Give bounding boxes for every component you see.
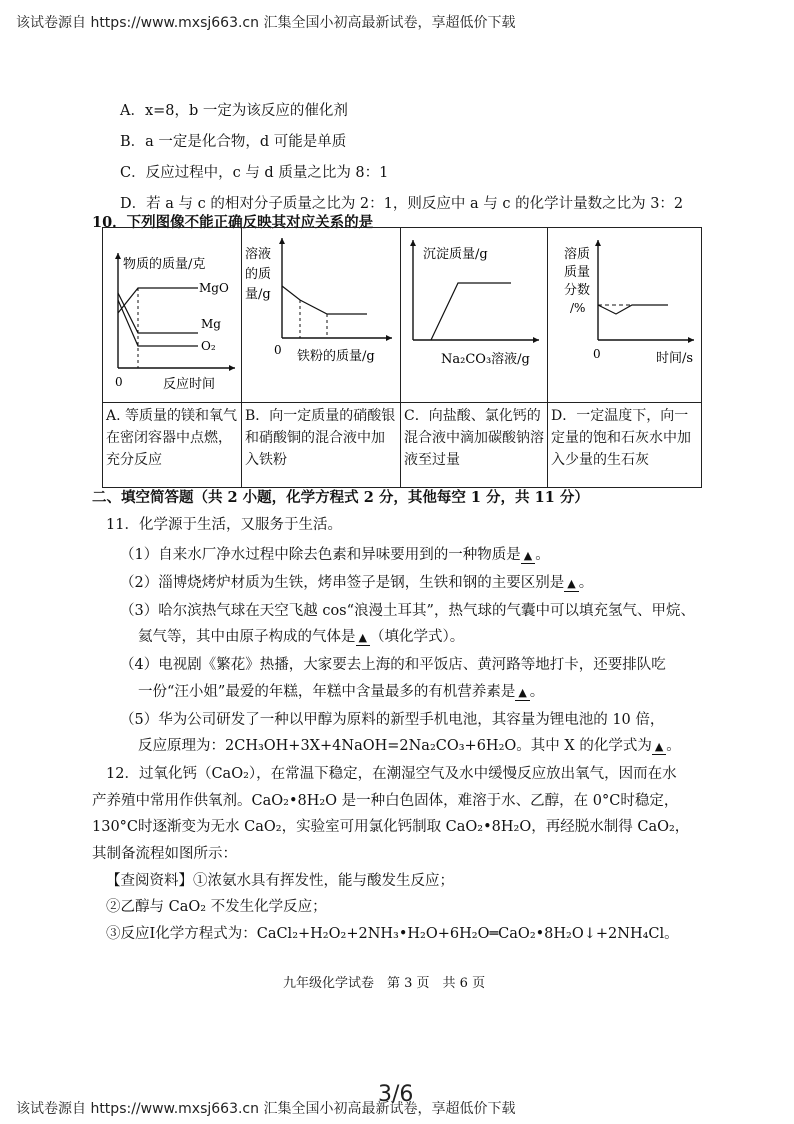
graph-a-series-mgo: MgO (199, 281, 229, 295)
graph-d-ylabel-4: /% (570, 301, 586, 315)
caption-c: C．向盐酸、氯化钙的混合液中滴加碳酸钠溶液至过量 (401, 403, 548, 488)
q11-item-3-line1: （3）哈尔滨热气球在天空飞越 cos“浪漫土耳其”，热气球的气囊中可以填充氢气、甲烷、 (120, 603, 695, 619)
q11-item-4-line2: 一份“汪小姐”最爱的年糕，年糕中含量最多的有机营养素是 ▲ 。 (138, 684, 545, 700)
q11-item-5-line1: （5）华为公司研发了一种以甲醇为原料的新型手机电池，其容量为锂电池的 10 倍， (120, 712, 665, 728)
q11-stem: 11．化学源于生活，又服务于生活。 (106, 517, 342, 533)
graph-a (103, 228, 241, 398)
graph-a-series-mg: Mg (201, 317, 221, 331)
q9-option-a: A．x=8，b 一定为该反应的催化剂 (120, 103, 348, 119)
graph-b-ylabel-1: 溶液 (245, 247, 272, 262)
graph-b-cell (242, 228, 401, 403)
graph-d (548, 228, 701, 398)
q11-item-1: （1）自来水厂净水过程中除去色素和异味要用到的一种物质是 ▲ 。 (120, 547, 550, 563)
answer-blank: ▲ (564, 577, 578, 592)
q12-line-4: 其制备流程如图所示： (92, 846, 237, 862)
caption-d: D．一定温度下，向一定量的饱和石灰水中加入少量的生石灰 (548, 403, 702, 488)
section2-heading: 二、填空简答题（共 2 小题，化学方程式 2 分，其他每空 1 分，共 11 分） (92, 489, 589, 506)
caption-b: B．向一定质量的硝酸银和硝酸铜的混合液中加入铁粉 (242, 403, 401, 488)
graph-d-origin: 0 (593, 347, 601, 361)
graph-d-ylabel-3: 分数 (564, 283, 591, 298)
graph-d-ylabel-2: 质量 (564, 265, 591, 280)
q11-item-3-line2: 氦气等，其中由原子构成的气体是 ▲ （填化学式）。 (138, 629, 465, 645)
q12-line-1: 12．过氧化钙（CaO₂），在常温下稳定，在潮湿空气及水中缓慢反应放出氧气，因而在水 (106, 766, 677, 782)
graph-b-ylabel-2: 的质 (245, 267, 272, 282)
graph-d-xlabel: 时间/s (656, 351, 694, 366)
answer-blank: ▲ (652, 740, 666, 755)
caption-a: A. 等质量的镁和氧气在密闭容器中点燃，充分反应 (103, 403, 242, 488)
graph-b-origin: 0 (274, 343, 282, 357)
page-marker: 3/6 (378, 1082, 414, 1107)
answer-blank: ▲ (521, 549, 535, 564)
page-footer: 九年级化学试卷 第 3 页 共 6 页 (283, 976, 486, 991)
q12-line-2: 产养殖中常用作供氧剂。CaO₂•8H₂O 是一种白色固体，难溶于水、乙醇，在 0°C时稳定， (92, 793, 679, 809)
graph-b-ylabel-3: 量/g (245, 287, 271, 302)
graph-d-ylabel-1: 溶质 (564, 247, 591, 262)
graph-a-cell (103, 228, 242, 403)
q10-stem: 10．下列图像不能正确反映其对应关系的是 (92, 214, 374, 231)
graph-a-series-o2: O₂ (201, 339, 216, 353)
q9-option-d: D．若 a 与 c 的相对分子质量之比为 2：1，则反应中 a 与 c 的化学计量数之比为 3：2 (120, 196, 684, 212)
q12-line-3: 130°C时逐渐变为无水 CaO₂，实验室可用氯化钙制取 CaO₂•8H₂O，再经脱水制得 CaO₂， (92, 819, 690, 835)
q12-reference-1: 【查阅资料】①浓氨水具有挥发性，能与酸发生反应； (106, 873, 454, 889)
q11-item-5-line2: 反应原理为：2CH₃OH+3X+4NaOH=2Na₂CO₃+6H₂O。其中 X 的化学式为 ▲ 。 (138, 738, 681, 754)
answer-blank: ▲ (515, 686, 529, 701)
q11-item-4-line1: （4）电视剧《繁花》热播，大家要去上海的和平饭店、黄河路等地打卡，还要排队吃 (120, 657, 666, 673)
graph-c-cell (401, 228, 548, 403)
graph-a-xlabel: 反应时间 (163, 377, 216, 392)
graph-d-cell (548, 228, 702, 403)
q10-graph-table (102, 227, 702, 488)
graph-c (401, 228, 547, 398)
graph-a-origin: 0 (115, 375, 123, 389)
graph-c-ylabel: 沉淀质量/g (423, 247, 488, 262)
source-banner-top: 该试卷源自 https://www.mxsj663.cn 汇集全国小初高最新试卷，享超低价下载 (16, 15, 516, 31)
q11-item-2: （2）淄博烧烤炉材质为生铁，烤串签子是钢，生铁和钢的主要区别是 ▲ 。 (120, 575, 594, 591)
answer-blank: ▲ (356, 631, 370, 646)
graph-a-ylabel: 物质的质量/克 (123, 257, 206, 272)
q12-reference-2: ②乙醇与 CaO₂ 不发生化学反应； (106, 899, 327, 915)
source-banner-bottom: 该试卷源自 https://www.mxsj663.cn 汇集全国小初高最新试卷，享超低价下载 (16, 1101, 516, 1117)
graph-b (242, 228, 400, 398)
q12-reference-3: ③反应Ⅰ化学方程式为：CaCl₂+H₂O₂+2NH₃•H₂O+6H₂O═CaO₂•8H₂O↓+2NH₄Cl。 (106, 926, 679, 942)
q9-option-b: B．a 一定是化合物，d 可能是单质 (120, 134, 347, 150)
q9-option-c: C．反应过程中，c 与 d 质量之比为 8：1 (120, 165, 389, 181)
graph-b-xlabel: 铁粉的质量/g (297, 349, 375, 364)
graph-c-xlabel: Na₂CO₃溶液/g (441, 352, 530, 367)
